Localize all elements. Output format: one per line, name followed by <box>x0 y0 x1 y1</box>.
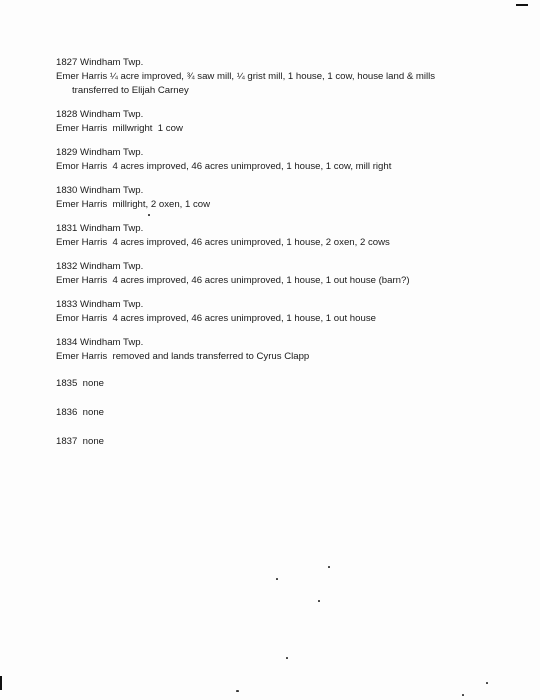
scan-speck <box>462 694 464 696</box>
tax-record-entry <box>56 298 526 326</box>
record-year-heading: 1830 Windham Twp. <box>56 185 144 196</box>
record-detail-line: Emer Harris millwright 1 cow <box>56 123 183 134</box>
tax-record-entry <box>56 56 526 98</box>
record-detail-line: Emor Harris 4 acres improved, 46 acres unimproved, 1 house, 1 out house <box>56 313 376 324</box>
scan-speck <box>486 682 488 684</box>
record-detail-line: Emer Harris millright, 2 oxen, 1 cow <box>56 199 211 210</box>
record-year-heading: 1834 Windham Twp. <box>56 337 144 348</box>
scan-speck <box>318 600 320 602</box>
none-year-entry: 1836 none <box>56 407 105 418</box>
record-year-heading: 1827 Windham Twp. <box>56 57 144 68</box>
record-year-heading: 1831 Windham Twp. <box>56 223 144 234</box>
scan-speck <box>328 566 330 568</box>
record-detail-line: Emer Harris ¼ acre improved, ¾ saw mill, ¼ grist mill, 1 house, 1 cow, house land & mills <box>56 71 436 82</box>
tax-record-entry <box>56 336 526 364</box>
scan-speck <box>286 657 288 659</box>
scan-speck <box>276 578 278 580</box>
scan-edge-mark-left <box>0 676 2 690</box>
record-detail-line: Emer Harris 4 acres improved, 46 acres unimproved, 1 house, 2 oxen, 2 cows <box>56 237 390 248</box>
tax-record-list <box>56 56 526 459</box>
tax-record-entry <box>56 108 526 136</box>
record-detail-line: transferred to Elijah Carney <box>72 85 189 96</box>
record-year-heading: 1833 Windham Twp. <box>56 299 144 310</box>
scan-speck <box>236 690 239 692</box>
tax-record-entry <box>56 184 526 212</box>
scan-edge-mark-top-right <box>516 4 528 6</box>
tax-record-entry <box>56 146 526 174</box>
none-year-entry: 1835 none <box>56 378 105 389</box>
none-year-entry: 1837 none <box>56 436 105 447</box>
record-year-heading: 1829 Windham Twp. <box>56 147 144 158</box>
record-detail-line: Emor Harris 4 acres improved, 46 acres unimproved, 1 house, 1 cow, mill right <box>56 161 392 172</box>
record-year-heading: 1832 Windham Twp. <box>56 261 144 272</box>
tax-record-entry <box>56 222 526 250</box>
record-detail-line: Emer Harris 4 acres improved, 46 acres unimproved, 1 house, 1 out house (barn?) <box>56 275 410 286</box>
tax-record-entry <box>56 260 526 288</box>
record-detail-line: Emer Harris removed and lands transferred to Cyrus Clapp <box>56 351 310 362</box>
record-year-heading: 1828 Windham Twp. <box>56 109 144 120</box>
